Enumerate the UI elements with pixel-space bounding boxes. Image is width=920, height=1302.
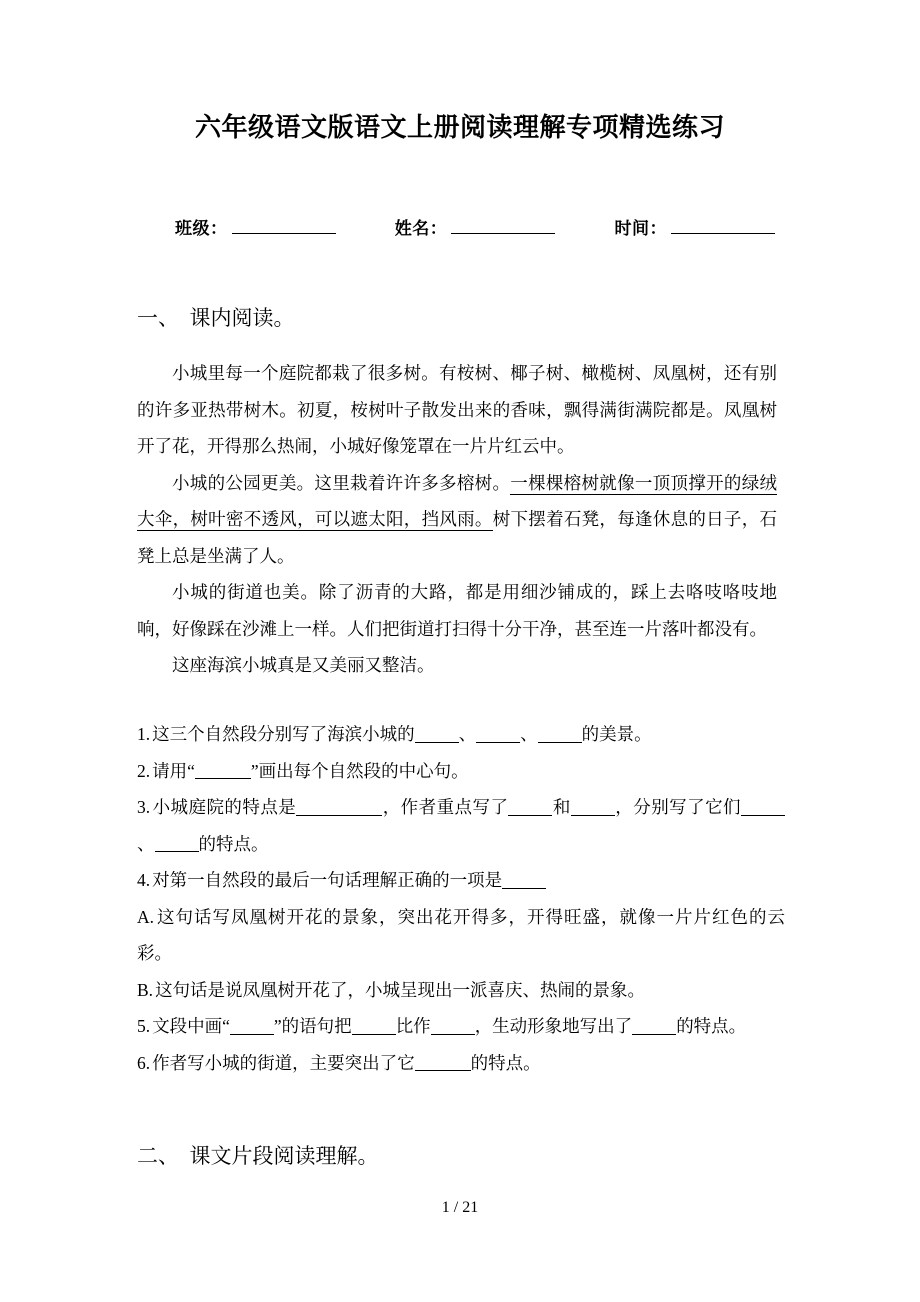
para2-underlined-sentence: 一棵棵榕树就像一顶顶撑开的绿绒大伞，树叶密不透风，可以遮太阳，挡风雨。: [137, 472, 778, 529]
question-1: [137, 716, 785, 753]
para2-text-after: 树下摆着石凳，每逢休息的日子，石凳上总是坐满了人。: [137, 509, 778, 566]
section-heading-2: [137, 1143, 379, 1170]
question-2: [137, 753, 785, 790]
question-5-blank-1[interactable]: [230, 1017, 274, 1035]
question-3: [137, 789, 785, 862]
question-3-blank-1[interactable]: [296, 798, 382, 816]
question-2-number: 2.: [137, 760, 151, 781]
question-3-text-4: ，分别写了它们: [614, 797, 742, 817]
question-3-number: 3.: [137, 797, 151, 817]
question-1-text-4: 的美景。: [581, 724, 652, 744]
option-a-label: A.: [137, 906, 155, 927]
question-6: [137, 1045, 785, 1082]
class-blank[interactable]: [232, 216, 336, 234]
question-4-blank-1[interactable]: [502, 871, 546, 889]
page-number-footer: 1 / 21: [441, 1199, 479, 1216]
question-3-text-5: 、: [137, 833, 155, 854]
question-5: [137, 1008, 785, 1045]
question-1-text-1: 这三个自然段分别写了海滨小城的: [152, 724, 415, 744]
passage-paragraph-2: [137, 465, 777, 575]
question-6-number: 6.: [137, 1052, 151, 1073]
question-4-text-1: 对第一自然段的最后一句话理解正确的一项是: [152, 870, 503, 890]
passage-paragraph-3: 小城的街道也美。除了沥青的大路，都是用细沙铺成的，踩上去咯吱咯吱地响，好像踩在沙滩上一样。人们把街道打扫得十分干净，甚至连一片落叶都没有。: [137, 582, 777, 639]
question-2-text-2: ”画出每个自然段的中心句。: [250, 760, 469, 781]
name-field: [395, 214, 556, 239]
question-3-blank-3[interactable]: [571, 798, 615, 816]
section-2-number: 二、: [137, 1144, 169, 1168]
question-1-text-2: 、: [458, 724, 477, 744]
question-4: [137, 862, 785, 899]
section-heading-1: [137, 305, 295, 332]
section-1-number: 一、: [137, 306, 169, 330]
passage-paragraph-1: 小城里每一个庭院都栽了很多树。有桉树、椰子树、橄榄树、凤凰树，还有别的许多亚热带树木。初夏，桉树叶子散发出来的香味，飘得满街满院都是。凤凰树开了花，开得那么热闹，小城好像笼罩在一片片红云中。: [137, 363, 777, 456]
reading-passage: [137, 355, 777, 684]
student-info-row: [175, 214, 775, 239]
question-5-text-4: ，生动形象地写出了: [474, 1016, 633, 1036]
question-3-text-2: ，作者重点写了: [382, 797, 509, 817]
question-3-blank-4[interactable]: [741, 798, 785, 816]
option-b-label: B.: [137, 979, 154, 1000]
option-a-text: 这句话写凤凰树开花的景象，突出花开得多，开得旺盛，就像一片片红色的云彩。: [137, 906, 785, 963]
question-3-blank-5[interactable]: [155, 835, 199, 853]
class-field: [175, 214, 336, 239]
question-3-blank-2[interactable]: [508, 798, 552, 816]
question-5-text-2: ”的语句把: [273, 1016, 352, 1036]
class-label: 班级：: [175, 219, 228, 238]
question-2-blank-1[interactable]: [195, 762, 251, 780]
question-5-blank-2[interactable]: [352, 1017, 396, 1035]
question-1-blank-1[interactable]: [415, 725, 459, 743]
question-1-blank-2[interactable]: [476, 725, 520, 743]
time-field: [615, 214, 776, 239]
question-6-blank-1[interactable]: [415, 1054, 471, 1072]
question-1-number: 1.: [137, 724, 151, 744]
question-4-option-a[interactable]: [137, 899, 785, 972]
name-blank[interactable]: [451, 216, 555, 234]
time-label: 时间：: [614, 219, 667, 238]
question-3-text-1: 小城庭院的特点是: [152, 797, 297, 817]
question-2-text-1: 请用“: [152, 760, 195, 781]
question-4-option-b[interactable]: [137, 972, 785, 1009]
para2-text-before: 小城的公园更美。这里栽着许许多多榕树。: [172, 472, 511, 493]
question-5-number: 5.: [137, 1016, 151, 1036]
time-blank[interactable]: [671, 216, 775, 234]
question-5-blank-4[interactable]: [632, 1017, 676, 1035]
question-3-text-3: 和: [552, 797, 571, 817]
option-b-text: 这句话是说凤凰树开花了，小城呈现出一派喜庆、热闹的景象。: [155, 979, 646, 1000]
question-4-number: 4.: [137, 870, 151, 890]
question-1-blank-3[interactable]: [538, 725, 582, 743]
question-list: [137, 716, 785, 1081]
question-5-text-3: 比作: [395, 1016, 431, 1036]
question-3-text-6: 的特点。: [198, 833, 269, 854]
name-label: 姓名：: [394, 219, 448, 238]
question-6-text-2: 的特点。: [470, 1052, 541, 1073]
question-1-text-3: 、: [520, 724, 538, 744]
question-5-text-5: 的特点。: [676, 1016, 747, 1036]
question-5-blank-3[interactable]: [431, 1017, 475, 1035]
question-5-text-1: 文段中画“: [152, 1016, 230, 1036]
section-1-title: 课内阅读。: [189, 306, 295, 330]
page-title: 六年级语文版语文上册阅读理解专项精选练习: [194, 113, 725, 142]
question-6-text-1: 作者写小城的街道，主要突出了它: [152, 1052, 415, 1073]
section-2-title: 课文片段阅读理解。: [189, 1144, 379, 1168]
passage-paragraph-4: 这座海滨小城真是又美丽又整洁。: [172, 655, 435, 675]
